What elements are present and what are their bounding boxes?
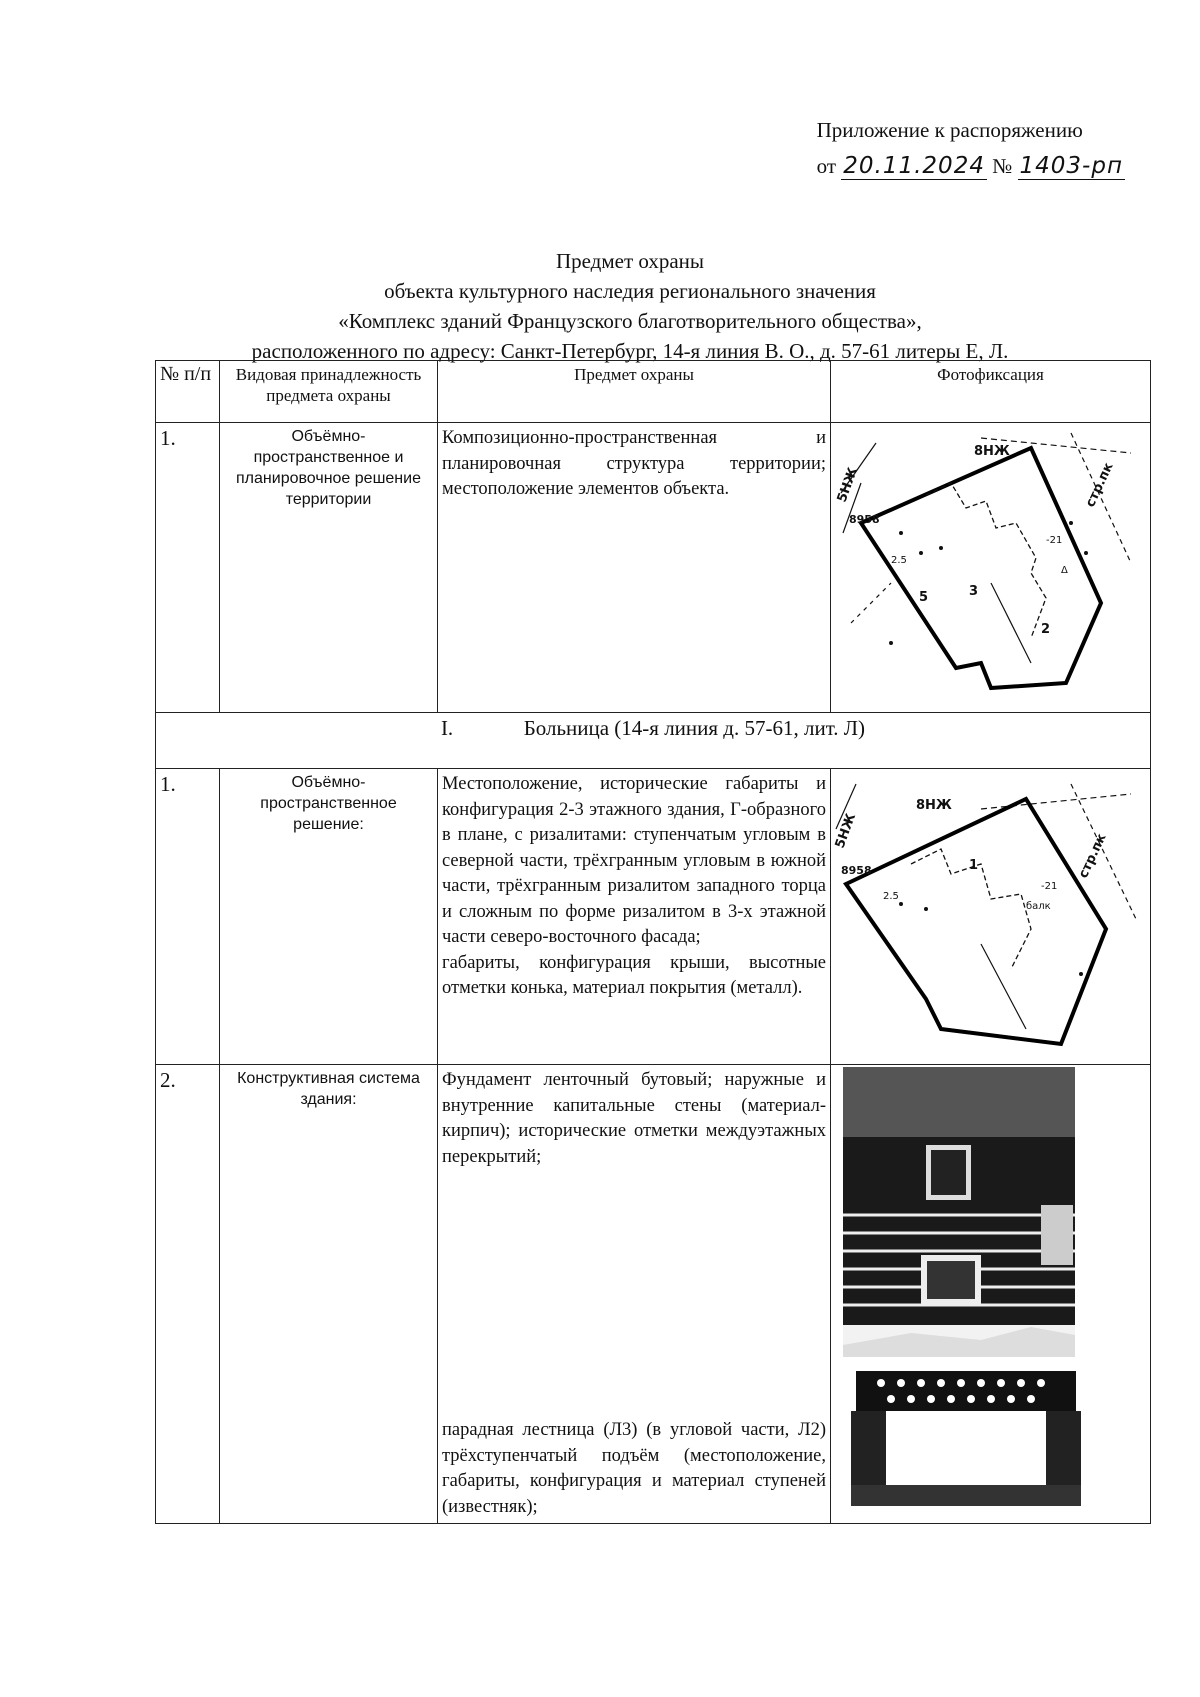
appendix-from-label: от (816, 154, 837, 178)
row-kind: Конструктивная система здания: (220, 1065, 438, 1524)
facade-photo (831, 1065, 1149, 1508)
map-label: балк (1026, 901, 1051, 912)
building-plan-drawing (831, 769, 1149, 1061)
map-label: 5 (919, 590, 929, 605)
header-kind: Видовая принадлежность предмета охраны (220, 361, 438, 423)
section-title-cell (156, 713, 1151, 769)
row-kind: Объёмно-пространственное решение: (220, 769, 438, 1065)
map-label: 8НЖ (916, 798, 952, 813)
map-label: 3 (969, 584, 979, 599)
photo-cell (831, 1065, 1151, 1524)
row-subject (438, 1065, 831, 1524)
row-subject-b: габариты, конфигурация крыши, высотные отметки конька, материал покрытия (металл). (442, 952, 826, 998)
appendix-date: 20.11.2024 (843, 153, 985, 179)
svg-text:-21: -21 (1041, 881, 1058, 892)
heading-line2: объекта культурного наследия регионального значения (384, 279, 876, 303)
appendix-line2 (817, 148, 1125, 184)
appendix-block (817, 112, 1125, 184)
svg-text:Δ: Δ (1061, 565, 1068, 576)
row-subject: Композиционно-пространственная и планировочная структура территории; местоположение элементов объекта. (438, 423, 831, 713)
map-label: стр.пк (1076, 831, 1110, 881)
site-plan-drawing (831, 423, 1149, 711)
header-num: № п/п (156, 361, 220, 423)
row-kind: Объёмно-пространственное и планировочное решение территории (220, 423, 438, 713)
appendix-number: 1403-рп (1019, 153, 1123, 179)
heading-address: расположенного по адресу: Санкт-Петербург, 14-я линия В. О., д. 57-61 литеры Е, Л. (251, 339, 1009, 363)
table-row (156, 423, 1151, 713)
document-heading (200, 246, 1060, 366)
row-num: 1. (156, 769, 220, 1065)
svg-text:2.5: 2.5 (883, 891, 899, 902)
row-num: 2. (156, 1065, 220, 1524)
row-subject (438, 769, 831, 1065)
row-num: 1. (156, 423, 220, 713)
heading-title: Предмет охраны (555, 249, 705, 273)
map-label: 2 (1041, 622, 1051, 637)
row-subject-a: Местоположение, исторические габариты и конфигурация 2-3 этажного здания, Г-образного в плане, с ризалитами: ступенчатым угловым в северной части, трёхгранным угловым в южной части, трёхгранным ризалитом западного торца и сложным по форме ризалитом в 3-х этажной части северо-восточного фасада; (442, 774, 826, 947)
header-subject: Предмет охраны (438, 361, 831, 423)
header-photo: Фотофиксация (831, 361, 1151, 423)
svg-text:-21: -21 (1046, 535, 1063, 546)
table-row (156, 769, 1151, 1065)
row-subject-b: парадная лестница (Л3) (в угловой части, Л2) трёхступенчатый подъём (местоположение, габариты, конфигурация и материал ступеней (известняк); (442, 1420, 826, 1517)
map-label: 5НЖ (832, 811, 860, 851)
map-label: 8958 (841, 864, 872, 877)
map-label: 8НЖ (974, 444, 1010, 459)
appendix-line1: Приложение к распоряжению (816, 118, 1083, 142)
section-row (156, 713, 1151, 769)
map-photo (831, 423, 1151, 713)
appendix-number-label: № (992, 154, 1013, 178)
map-label: 8958 (849, 513, 880, 526)
heading-line3: «Комплекс зданий Французского благотворительного общества», (338, 309, 922, 333)
section-roman: I. (440, 716, 454, 740)
map-label: 1 (969, 858, 979, 873)
protection-subject-table (155, 360, 1151, 1524)
map-label: стр.пк (1083, 460, 1117, 510)
table-header-row (156, 361, 1151, 423)
section-title: Больница (14-я линия д. 57-61, лит. Л) (523, 716, 866, 740)
map-label: 5НЖ (834, 465, 862, 505)
svg-text:2.5: 2.5 (891, 555, 907, 566)
row-subject-a: Фундамент ленточный бутовый; наружные и внутренние капитальные стены (материал-кирпич); исторические отметки междуэтажных перекрытий; (442, 1070, 826, 1167)
table-row (156, 1065, 1151, 1524)
map-photo (831, 769, 1151, 1065)
